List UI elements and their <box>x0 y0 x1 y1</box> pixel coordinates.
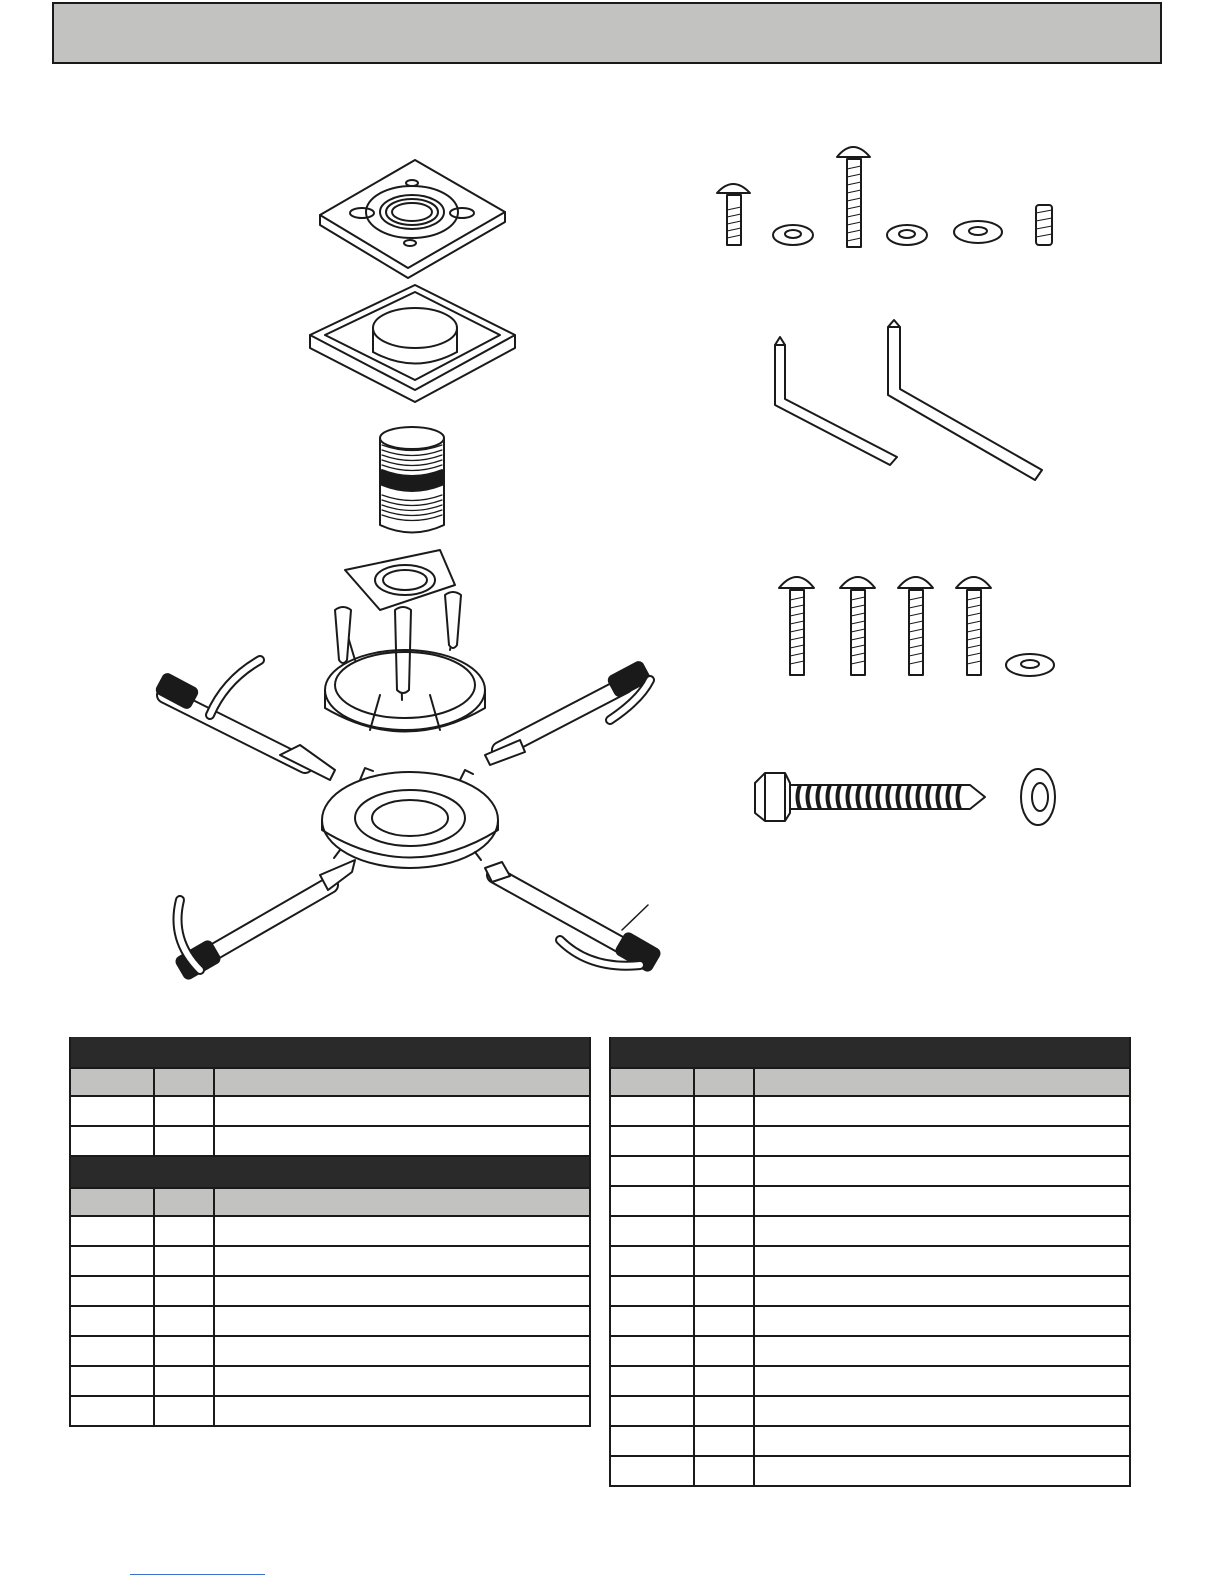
hex-key-small <box>775 337 897 465</box>
hex-key-large <box>888 320 1042 480</box>
table-section-header <box>610 1037 1130 1068</box>
table-cell <box>154 1068 214 1096</box>
table-cell <box>754 1096 1130 1126</box>
table-cell <box>214 1306 590 1336</box>
table-column-header <box>70 1188 590 1216</box>
hex-keys-illustration <box>760 315 1060 495</box>
table-cell <box>70 1216 154 1246</box>
table-cell <box>70 1156 590 1188</box>
parts-table-left <box>69 1037 591 1427</box>
table-cell <box>694 1366 754 1396</box>
long-screw-3 <box>898 577 933 675</box>
adapter-plate <box>322 768 498 868</box>
hardware-small-illustration <box>700 135 1090 260</box>
arm-upper-right <box>485 660 651 765</box>
lag-bolt <box>755 773 985 821</box>
table-cell <box>154 1336 214 1366</box>
table-column-header <box>610 1068 1130 1096</box>
long-screw-1 <box>779 577 814 675</box>
table-cell <box>610 1156 694 1186</box>
table-cell <box>610 1126 694 1156</box>
table-cell <box>70 1126 154 1156</box>
table-cell <box>754 1396 1130 1426</box>
table-cell <box>154 1396 214 1426</box>
lag-bolt-illustration <box>745 755 1075 835</box>
table-cell <box>154 1306 214 1336</box>
table-cell <box>70 1096 154 1126</box>
table-cell <box>70 1306 154 1336</box>
table-row <box>70 1306 590 1336</box>
table-cell <box>610 1216 694 1246</box>
page-header-bar <box>52 2 1162 64</box>
table-cell <box>754 1156 1130 1186</box>
table-cell <box>610 1096 694 1126</box>
table-cell <box>214 1366 590 1396</box>
table-cell <box>70 1188 154 1216</box>
table-cell <box>754 1276 1130 1306</box>
table-cell <box>154 1126 214 1156</box>
table-cell <box>214 1276 590 1306</box>
table-row <box>610 1456 1130 1486</box>
arm-upper-left <box>155 660 335 780</box>
table-row <box>610 1336 1130 1366</box>
table-cell <box>754 1426 1130 1456</box>
table-row <box>610 1096 1130 1126</box>
threaded-pipe <box>380 427 444 533</box>
table-row <box>70 1096 590 1126</box>
washer-d <box>1006 654 1054 676</box>
table-cell <box>610 1037 1130 1068</box>
table-cell <box>154 1096 214 1126</box>
table-row <box>70 1276 590 1306</box>
table-cell <box>754 1216 1130 1246</box>
table-row <box>610 1216 1130 1246</box>
table-row <box>610 1306 1130 1336</box>
footer-link-underline <box>130 1574 265 1575</box>
set-screw <box>1036 205 1052 245</box>
mount-head <box>325 550 485 732</box>
table-row <box>70 1366 590 1396</box>
arm-lower-right <box>485 862 661 972</box>
table-cell <box>70 1276 154 1306</box>
parts-table-right <box>609 1037 1131 1487</box>
table-cell <box>610 1426 694 1456</box>
button-head-screw-long <box>837 147 870 247</box>
table-cell <box>214 1188 590 1216</box>
table-cell <box>610 1336 694 1366</box>
washer-b <box>887 225 927 245</box>
main-assembly-illustration <box>140 140 680 1000</box>
table-cell <box>694 1156 754 1186</box>
table-cell <box>754 1306 1130 1336</box>
table-cell <box>754 1336 1130 1366</box>
table-cell <box>610 1276 694 1306</box>
table-cell <box>694 1096 754 1126</box>
ceiling-cover <box>310 285 515 402</box>
table-cell <box>694 1126 754 1156</box>
table-cell <box>694 1336 754 1366</box>
table-cell <box>70 1246 154 1276</box>
table-cell <box>754 1126 1130 1156</box>
table-cell <box>154 1216 214 1246</box>
table-cell <box>154 1188 214 1216</box>
table-cell <box>70 1366 154 1396</box>
table-cell <box>610 1186 694 1216</box>
table-cell <box>214 1246 590 1276</box>
table-cell <box>694 1216 754 1246</box>
table-row <box>610 1186 1130 1216</box>
table-row <box>610 1396 1130 1426</box>
main-assembly-drawing <box>140 140 680 1000</box>
table-cell <box>694 1456 754 1486</box>
table-row <box>70 1126 590 1156</box>
table-cell <box>70 1396 154 1426</box>
table-row <box>70 1396 590 1426</box>
table-row <box>610 1126 1130 1156</box>
table-cell <box>214 1096 590 1126</box>
table-cell <box>70 1037 590 1068</box>
table-cell <box>754 1456 1130 1486</box>
table-cell <box>754 1186 1130 1216</box>
table-cell <box>610 1456 694 1486</box>
table-cell <box>694 1276 754 1306</box>
long-screw-2 <box>840 577 875 675</box>
table-row <box>610 1426 1130 1456</box>
table-cell <box>754 1246 1130 1276</box>
button-head-screw-short <box>717 184 750 245</box>
table-cell <box>754 1068 1130 1096</box>
table-cell <box>694 1306 754 1336</box>
long-screw-4 <box>956 577 991 675</box>
washer-c <box>954 221 1002 243</box>
ceiling-plate <box>320 160 505 278</box>
table-cell <box>694 1246 754 1276</box>
table-cell <box>610 1068 694 1096</box>
table-section-header <box>70 1037 590 1068</box>
table-cell <box>214 1336 590 1366</box>
table-cell <box>610 1366 694 1396</box>
table-cell <box>610 1306 694 1336</box>
table-cell <box>610 1246 694 1276</box>
long-screws-illustration <box>760 560 1070 685</box>
table-cell <box>214 1126 590 1156</box>
table-row <box>70 1336 590 1366</box>
table-column-header <box>70 1068 590 1096</box>
table-cell <box>610 1396 694 1426</box>
table-cell <box>154 1276 214 1306</box>
table-cell <box>214 1068 590 1096</box>
table-row <box>610 1246 1130 1276</box>
table-row <box>70 1246 590 1276</box>
arm-lower-left <box>175 860 355 980</box>
table-cell <box>694 1396 754 1426</box>
table-cell <box>214 1216 590 1246</box>
washer-a <box>773 225 813 245</box>
table-cell <box>694 1068 754 1096</box>
table-cell <box>70 1068 154 1096</box>
table-cell <box>70 1336 154 1366</box>
table-row <box>610 1156 1130 1186</box>
table-row <box>70 1216 590 1246</box>
table-cell <box>154 1366 214 1396</box>
lag-washer <box>1021 769 1055 825</box>
table-section-header <box>70 1156 590 1188</box>
table-cell <box>694 1426 754 1456</box>
table-cell <box>154 1246 214 1276</box>
table-cell <box>214 1396 590 1426</box>
table-cell <box>754 1366 1130 1396</box>
table-row <box>610 1276 1130 1306</box>
table-cell <box>694 1186 754 1216</box>
table-row <box>610 1366 1130 1396</box>
